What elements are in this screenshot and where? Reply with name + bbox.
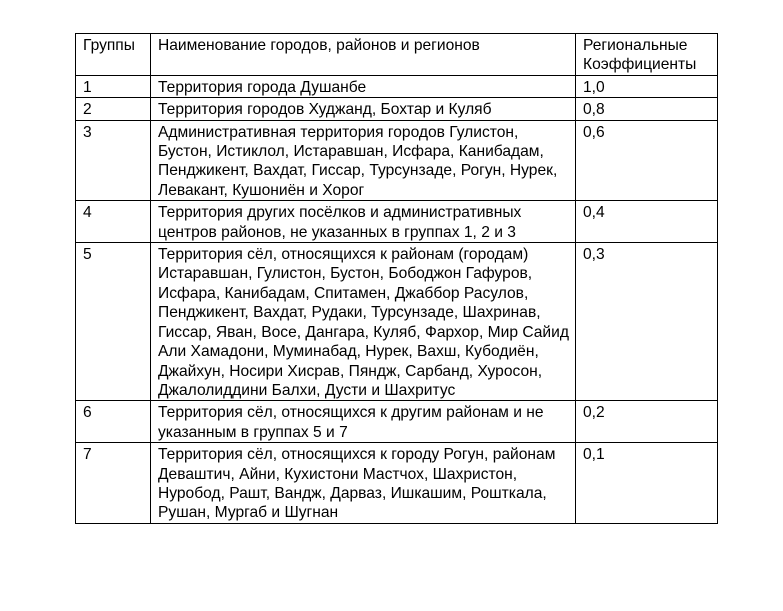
cell-name: Территория городов Худжанд, Бохтар и Куляб	[151, 98, 576, 120]
cell-coefficient: 0,1	[576, 443, 718, 524]
header-name: Наименование городов, районов и регионов	[151, 34, 576, 76]
cell-coefficient: 0,2	[576, 401, 718, 443]
cell-group: 3	[76, 120, 151, 201]
cell-group: 7	[76, 443, 151, 524]
coefficients-table	[75, 33, 718, 524]
cell-group: 1	[76, 75, 151, 97]
table-row	[76, 243, 718, 401]
header-group: Группы	[76, 34, 151, 76]
cell-group: 5	[76, 243, 151, 401]
cell-name: Территория сёл, относящихся к другим районам и не указанным в группах 5 и 7	[151, 401, 576, 443]
cell-coefficient: 0,6	[576, 120, 718, 201]
cell-coefficient: 1,0	[576, 75, 718, 97]
header-coefficient: Региональные Коэффициенты	[576, 34, 718, 76]
cell-coefficient: 0,3	[576, 243, 718, 401]
table-row	[76, 98, 718, 120]
cell-group: 4	[76, 201, 151, 243]
cell-group: 6	[76, 401, 151, 443]
cell-group: 2	[76, 98, 151, 120]
cell-coefficient: 0,4	[576, 201, 718, 243]
cell-name: Территория других посёлков и административных центров районов, не указанных в группах 1, 2 и 3	[151, 201, 576, 243]
table-row	[76, 201, 718, 243]
cell-name: Административная территория городов Гулистон, Бустон, Истиклол, Истаравшан, Исфара, Канибадам, Пенджикент, Вахдат, Гиссар, Турсунзаде, Рогун, Нурек, Левакант, Кушониён и Хорог	[151, 120, 576, 201]
cell-coefficient: 0,8	[576, 98, 718, 120]
table-row	[76, 120, 718, 201]
table-row	[76, 443, 718, 524]
table-row	[76, 401, 718, 443]
cell-name: Территория сёл, относящихся к районам (городам) Истаравшан, Гулистон, Бустон, Бободжон Гафуров, Исфара, Канибадам, Спитамен, Джаббор Расулов, Пенджикент, Вахдат, Рудаки, Турсунзаде, Шахринав, Гиссар, Яван, Восе, Дангара, Куляб, Фархор, Мир Сайид Али Хамадони, Муминабад, Нурек, Вахш, Кубодиён, Джайхун, Носири Хисрав, Пяндж, Сарбанд, Хуросон, Джалолиддини Балхи, Дусти и Шахритус	[151, 243, 576, 401]
cell-name: Территория сёл, относящихся к городу Рогун, районам Деваштич, Айни, Кухистони Мастчох, Шахристон, Нуробод, Рашт, Вандж, Дарваз, Ишкашим, Рошткала, Рушан, Мургаб и Шугнан	[151, 443, 576, 524]
table-header-row	[76, 34, 718, 76]
table-row	[76, 75, 718, 97]
cell-name: Территория города Душанбе	[151, 75, 576, 97]
